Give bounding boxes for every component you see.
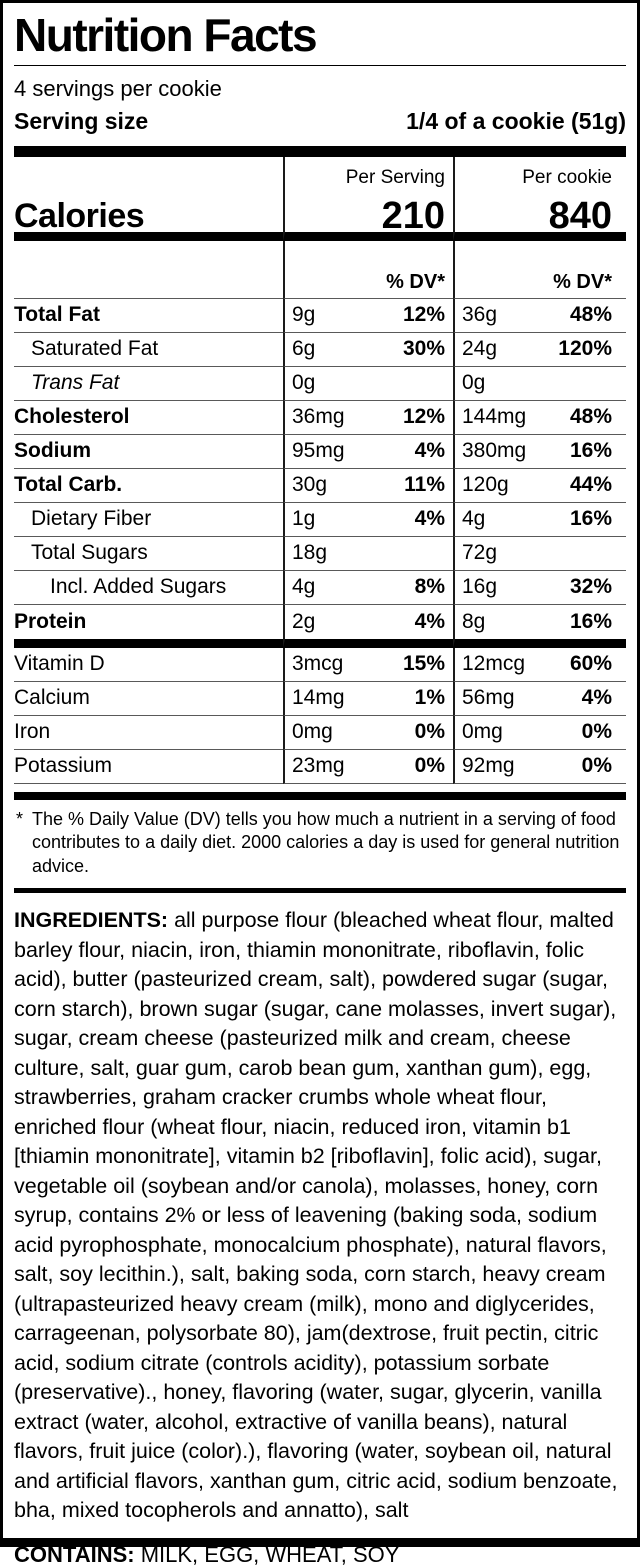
nutrient-daily-value: 44%	[569, 473, 612, 497]
thick-separator-bar	[14, 146, 626, 157]
nutrition-table	[14, 157, 626, 784]
nutrient-name: Total Sugars	[31, 541, 148, 565]
nutrient-name: Iron	[14, 720, 51, 744]
nutrient-per-cookie-cell	[453, 571, 626, 605]
daily-value-footnote	[14, 800, 626, 889]
nutrient-name-cell	[14, 648, 283, 682]
nutrient-amount: 36g	[462, 303, 498, 327]
nutrient-per-serving-cell	[283, 682, 453, 716]
nutrient-daily-value: 8%	[414, 575, 445, 599]
nutrient-amount: 23mg	[292, 754, 345, 778]
nutrient-name-cell	[14, 571, 283, 605]
nutrient-name: Trans Fat	[31, 371, 120, 395]
nutrient-name-cell	[14, 469, 283, 503]
nutrient-per-serving-cell	[283, 367, 453, 401]
nutrient-amount: 16g	[462, 575, 498, 599]
nutrient-name-cell	[14, 537, 283, 571]
nutrient-daily-value: 32%	[569, 575, 612, 599]
dv-header-spacer	[14, 268, 283, 299]
nutrient-daily-value: 12%	[402, 303, 445, 327]
nutrient-amount: 12mcg	[462, 652, 526, 676]
servings-per-container: 4 servings per cookie	[14, 75, 222, 101]
nutrient-name: Incl. Added Sugars	[50, 575, 227, 599]
contains-text: MILK, EGG, WHEAT, SOY	[134, 1541, 400, 1567]
ingredients-text: all purpose flour (bleached wheat flour, malted barley flour, niacin, iron, thiamin mononitrate, riboflavin, folic acid), butter (pasteurized cream, salt), powdered sugar (sugar, corn starch), brown sugar (sugar, cane molasses, invert sugar), sugar, cream cheese (pasteurized milk and cream, cheese culture, salt, guar gum, carob bean gum, xanthan gum), egg, strawberries, graham cracker crumbs whole wheat flour, enriched flour (wheat flour, niacin, reduced iron, vitamin b1 [thiamin mononitrate], vitamin b2 [riboflavin], folic acid), sugar, vegetable oil (soybean and/or canola), molasses, honey, corn syrup, contains 2% or less of leavening (baking soda, sodium acid pyrophosphate, monocalcium phosphate), natural flavors, salt, soy lecithin.), salt, baking soda, corn starch, heavy cream (ultrapasteurized heavy cream (milk), mono and diglycerides, carrageenan, polysorbate 80), jam(dextrose, fruit pectin, citric acid, sodium citrate (controls acidity), potassium sorbate (preservative)., honey, flavoring (water, sugar, glycerin, vanilla extract (water, alcohol, extractive of vanilla beans), natural flavors, fruit juice (color).), flavoring (water, soybean oil, natural and artificial flavors, xanthan gum, citric acid, sodium benzoate, bha, mixed tocopherols and annatto), salt	[14, 908, 618, 1523]
nutrient-per-cookie-cell	[453, 682, 626, 716]
nutrient-daily-value: 16%	[569, 507, 612, 531]
nutrient-amount: 92mg	[462, 754, 515, 778]
spacer-cell	[283, 241, 453, 268]
nutrient-daily-value: 0%	[414, 720, 445, 744]
nutrient-name: Total Fat	[14, 303, 100, 327]
calories-per-cookie: 840	[453, 191, 626, 241]
nutrient-name-cell	[14, 750, 283, 784]
nutrient-amount: 0mg	[462, 720, 503, 744]
nutrient-amount: 72g	[462, 541, 498, 565]
nutrient-daily-value: 4%	[414, 609, 445, 633]
nutrient-per-cookie-cell	[453, 333, 626, 367]
nutrient-amount: 2g	[292, 609, 316, 633]
nutrient-per-cookie-cell	[453, 401, 626, 435]
nutrient-amount: 36mg	[292, 405, 345, 429]
nutrient-per-cookie-cell	[453, 716, 626, 750]
nutrient-amount: 18g	[292, 541, 328, 565]
nutrient-daily-value: 1%	[414, 686, 445, 710]
nutrient-name: Dietary Fiber	[31, 507, 152, 531]
nutrient-name-cell	[14, 716, 283, 750]
nutrient-per-cookie-cell	[453, 750, 626, 784]
nutrient-daily-value: 120%	[558, 337, 612, 361]
nutrient-name: Sodium	[14, 439, 91, 463]
nutrient-amount: 24g	[462, 337, 498, 361]
nutrient-amount: 380mg	[462, 439, 527, 463]
nutrient-name: Total Carb.	[14, 473, 123, 497]
nutrient-amount: 56mg	[462, 686, 515, 710]
nutrient-daily-value: 12%	[402, 405, 445, 429]
nutrient-daily-value: 16%	[569, 439, 612, 463]
dv-header-per-cookie: % DV*	[453, 268, 626, 299]
dv-header-per-serving: % DV*	[283, 268, 453, 299]
nutrient-amount: 0g	[462, 371, 486, 395]
nutrient-name-cell	[14, 605, 283, 648]
nutrient-amount: 120g	[462, 473, 509, 497]
serving-size-value: 1/4 of a cookie (51g)	[406, 107, 626, 134]
label-title: Nutrition Facts	[14, 9, 317, 61]
serving-size-label: Serving size	[14, 107, 149, 134]
nutrient-daily-value: 60%	[569, 652, 612, 676]
nutrient-daily-value: 4%	[414, 507, 445, 531]
nutrient-amount: 95mg	[292, 439, 345, 463]
nutrient-name-cell	[14, 367, 283, 401]
serving-size-row	[14, 108, 626, 135]
nutrient-name-cell	[14, 435, 283, 469]
nutrient-name: Vitamin D	[14, 652, 105, 676]
nutrient-per-serving-cell	[283, 503, 453, 537]
nutrient-per-cookie-cell	[453, 299, 626, 333]
nutrient-per-serving-cell	[283, 605, 453, 648]
nutrient-name-cell	[14, 682, 283, 716]
nutrient-daily-value: 4%	[414, 439, 445, 463]
nutrient-per-serving-cell	[283, 571, 453, 605]
nutrient-per-serving-cell	[283, 537, 453, 571]
nutrient-per-cookie-cell	[453, 537, 626, 571]
nutrient-per-serving-cell	[283, 401, 453, 435]
nutrient-name-cell	[14, 503, 283, 537]
nutrient-amount: 14mg	[292, 686, 345, 710]
spacer-cell	[14, 241, 283, 268]
nutrient-daily-value: 16%	[569, 609, 612, 633]
nutrient-per-serving-cell	[283, 716, 453, 750]
nutrient-amount: 30g	[292, 473, 328, 497]
nutrient-daily-value: 4%	[581, 686, 612, 710]
footnote-text: The % Daily Value (DV) tells you how much a nutrient in a serving of food contributes to a daily diet. 2000 calories a day is used for general nutrition advice.	[32, 808, 620, 876]
nutrient-per-cookie-cell	[453, 367, 626, 401]
ingredients-separator-bar	[14, 888, 626, 893]
ingredients-label: INGREDIENTS:	[14, 908, 169, 933]
nutrient-name-cell	[14, 401, 283, 435]
column-header-per-serving: Per Serving	[283, 157, 453, 191]
nutrient-amount: 4g	[462, 507, 486, 531]
nutrient-amount: 6g	[292, 337, 316, 361]
nutrient-name-cell	[14, 299, 283, 333]
nutrient-daily-value: 30%	[402, 337, 445, 361]
nutrient-daily-value: 11%	[404, 473, 445, 497]
nutrient-amount: 0mg	[292, 720, 333, 744]
nutrient-amount: 9g	[292, 303, 316, 327]
ingredients-paragraph	[14, 906, 626, 1526]
nutrient-per-cookie-cell	[453, 469, 626, 503]
contains-statement	[14, 1542, 626, 1568]
nutrient-per-serving-cell	[283, 435, 453, 469]
nutrient-daily-value: 0%	[414, 754, 445, 778]
nutrient-name: Saturated Fat	[31, 337, 159, 361]
nutrient-daily-value: 48%	[569, 303, 612, 327]
calories-per-serving: 210	[283, 191, 453, 241]
nutrient-daily-value: 0%	[581, 754, 612, 778]
footnote-asterisk: *	[16, 808, 24, 829]
nutrient-name: Calcium	[14, 686, 90, 710]
nutrient-per-serving-cell	[283, 648, 453, 682]
column-header-per-cookie: Per cookie	[453, 157, 626, 191]
nutrient-per-cookie-cell	[453, 435, 626, 469]
title-divider	[14, 65, 626, 66]
nutrient-amount: 8g	[462, 609, 486, 633]
nutrient-per-serving-cell	[283, 333, 453, 367]
nutrient-per-serving-cell	[283, 299, 453, 333]
nutrient-per-cookie-cell	[453, 605, 626, 648]
nutrient-daily-value: 15%	[402, 652, 445, 676]
nutrient-per-serving-cell	[283, 750, 453, 784]
nutrient-amount: 4g	[292, 575, 316, 599]
nutrient-per-serving-cell	[283, 469, 453, 503]
nutrient-per-cookie-cell	[453, 503, 626, 537]
nutrient-amount: 1g	[292, 507, 316, 531]
contains-label: CONTAINS:	[14, 1541, 135, 1567]
spacer-cell	[453, 241, 626, 268]
nutrient-name-cell	[14, 333, 283, 367]
footnote-separator-bar	[14, 792, 626, 800]
header-spacer-cell	[14, 157, 283, 191]
nutrient-daily-value: 48%	[569, 405, 612, 429]
nutrient-name: Potassium	[14, 754, 113, 778]
nutrient-name: Cholesterol	[14, 405, 130, 429]
nutrient-name: Protein	[14, 609, 87, 633]
nutrient-amount: 144mg	[462, 405, 527, 429]
nutrient-daily-value: 0%	[581, 720, 612, 744]
nutrient-amount: 0g	[292, 371, 316, 395]
calories-label: Calories	[14, 191, 283, 241]
nutrient-amount: 3mcg	[292, 652, 344, 676]
nutrient-per-cookie-cell	[453, 648, 626, 682]
